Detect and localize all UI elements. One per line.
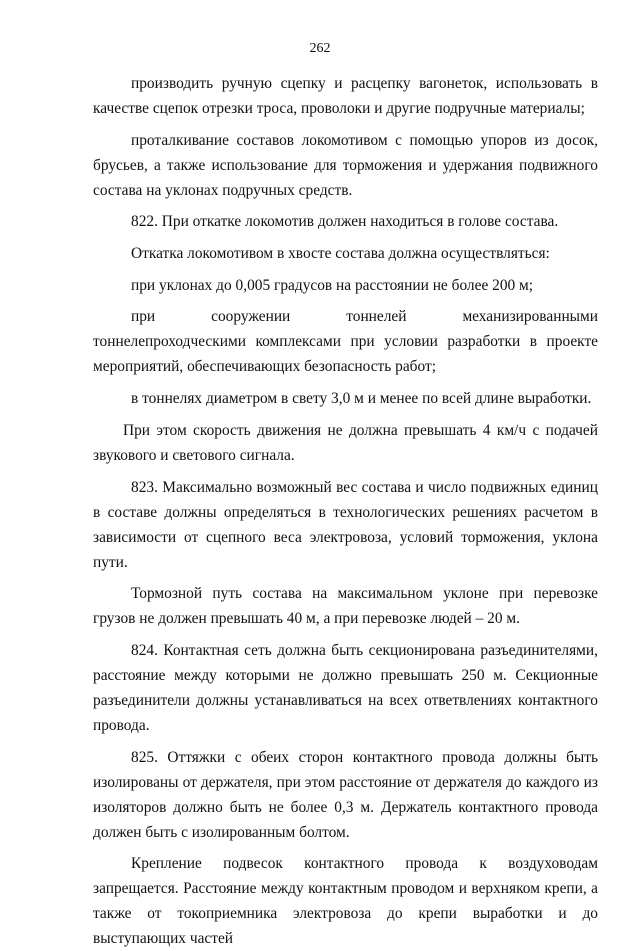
paragraph-tunnel-diameter: в тоннелях диаметром в свету 3,0 м и менее по всей длине выработки. xyxy=(131,390,592,408)
paragraph-speed: При этом скорость движения не должна превышать 4 км/ч с подачей звукового и светового сигнала. xyxy=(93,421,598,464)
paragraph-pushing: проталкивание составов локомотивом с помощью упоров из досок, брусьев, а также использование для торможения и удержания подвижного состава на уклонах подручных средств. xyxy=(93,131,598,199)
paragraph-coupling: производить ручную сцепку и расцепку вагонеток, использовать в качестве сцепок отрезки троса, проволоки и другие подручные материалы; xyxy=(93,75,598,117)
paragraph-tail-haulage: Откатка локомотивом в хвосте состава должна осуществляться: xyxy=(131,245,550,263)
document-body xyxy=(93,71,598,951)
paragraph-suspension: Крепление подвесок контактного провода к воздуховодам запрещается. Расстояние между контактным проводом и верхняком крепи, а также от токоприемника электровоза до крепи выработки и до выступающих частей xyxy=(93,855,598,948)
paragraph-824: 824. Контактная сеть должна быть секционирована разъединителями, расстояние между которыми не должно превышать 250 м. Секционные разъединители должны устанавливаться на всех ответвлениях контактного провода. xyxy=(93,641,598,734)
page-number: 262 xyxy=(309,41,331,56)
paragraph-823: 823. Максимально возможный вес состава и число подвижных единиц в составе должны определяться в технологических решениях расчетом в зависимости от сцепного веса электровоза, условий торможения, уклона пути. xyxy=(93,478,598,571)
paragraph-braking-distance: Тормозной путь состава на максимальном уклоне при перевозке грузов не должен превышать 40 м, а при перевозке людей – 20 м. xyxy=(93,585,598,628)
paragraph-825: 825. Оттяжки с обеих сторон контактного провода должны быть изолированы от держателя, при этом расстояние от держателя до каждого из изоляторов должно быть не более 0,3 м. Держатель контактного провода должен быть с изолированным болтом. xyxy=(93,748,598,841)
paragraph-tunnel-complexes: при сооружении тоннелей механизированными тоннелепроходческими комплексами при условии разработки в проекте мероприятий, обеспечивающих безопасность работ; xyxy=(93,308,598,376)
paragraph-slopes: при уклонах до 0,005 градусов на расстоянии не более 200 м; xyxy=(131,276,534,294)
paragraph-822: 822. При откатке локомотив должен находиться в голове состава. xyxy=(131,213,559,231)
